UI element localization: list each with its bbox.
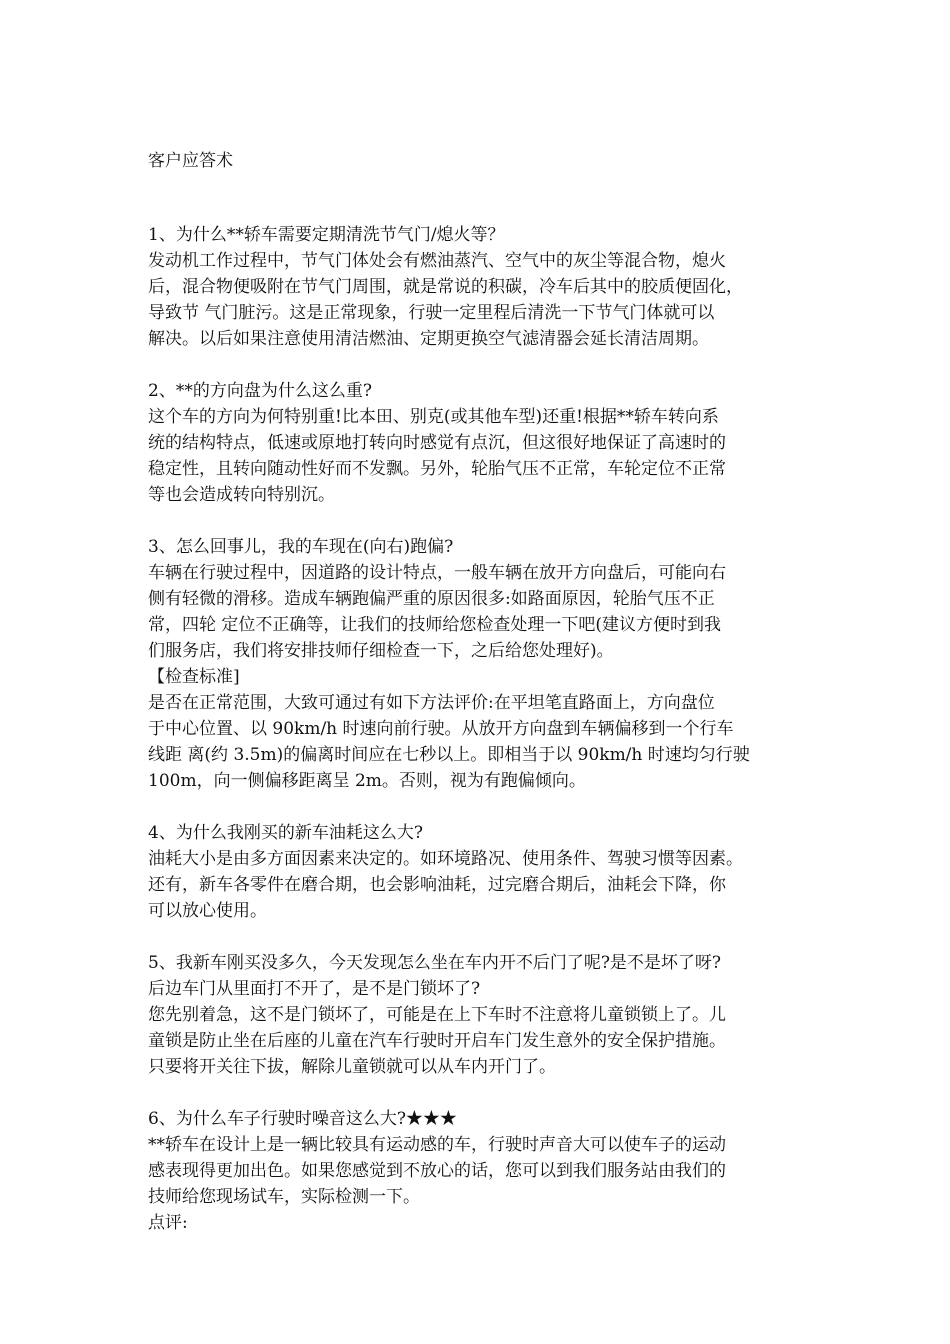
question-line: 4、为什么我刚买的新车油耗这么大? bbox=[148, 823, 423, 843]
qa-section bbox=[148, 950, 828, 1080]
answer-line: 稳定性，且转向随动性好而不发飘。另外，轮胎气压不正常，车轮定位不正常 bbox=[148, 459, 726, 479]
answer-line: 您先别着急，这不是门锁坏了，可能是在上下车时不注意将儿童锁锁上了。儿 bbox=[148, 1005, 726, 1025]
answer-line: 是否在正常范围，大致可通过有如下方法评价:在平坦笔直路面上，方向盘位 bbox=[148, 693, 715, 713]
answer-line: 常，四轮 定位不正确等，让我们的技师给您检查处理一下吧(建议方便时到我 bbox=[148, 615, 722, 635]
question-line: 1、为什么**轿车需要定期清洗节气门/熄火等？ bbox=[148, 225, 505, 245]
section-spacer bbox=[148, 352, 828, 378]
answer-line: 后，混合物便吸附在节气门周围，就是常说的积碳，冷车后其中的胶质便固化， bbox=[148, 277, 743, 297]
section-spacer bbox=[148, 508, 828, 534]
question-line: 6、为什么车子行驶时噪音这么大?★★★ bbox=[148, 1109, 457, 1129]
answer-line: 还有，新车各零件在磨合期，也会影响油耗，过完磨合期后，油耗会下降，你 bbox=[148, 875, 726, 895]
answer-line: 侧有轻微的滑移。造成车辆跑偏严重的原因很多:如路面原因，轮胎气压不正 bbox=[148, 589, 715, 609]
qa-section bbox=[148, 820, 828, 924]
answer-line: 童锁是防止坐在后座的儿童在汽车行驶时开启车门发生意外的安全保护措施。 bbox=[148, 1031, 726, 1051]
answer-line: 感表现得更加出色。如果您感觉到不放心的话，您可以到我们服务站由我们的 bbox=[148, 1161, 726, 1181]
answer-line: 线距 离(约 3.5m)的偏离时间应在七秒以上。即相当于以 90km/h 时速均匀行驶 bbox=[148, 745, 750, 765]
section-spacer bbox=[148, 924, 828, 950]
answer-line: 可以放心使用。 bbox=[148, 901, 267, 921]
answer-line: 油耗大小是由多方面因素来决定的。如环境路况、使用条件、驾驶习惯等因素。 bbox=[148, 849, 743, 869]
question-line: 5、我新车刚买没多久，今天发现怎么坐在车内开不后门了呢?是不是坏了呀? bbox=[148, 953, 722, 973]
answer-line: 解决。以后如果注意使用清洁燃油、定期更换空气滤清器会延长清洁周期。 bbox=[148, 329, 709, 349]
qa-section bbox=[148, 1106, 828, 1236]
question-line: 2、**的方向盘为什么这么重? bbox=[148, 381, 372, 401]
question-line: 后边车门从里面打不开了，是不是门锁坏了? bbox=[148, 979, 481, 999]
comment-label: 点评: bbox=[148, 1213, 188, 1233]
subheading-line: 【检查标准] bbox=[148, 667, 240, 687]
answer-line: 技师给您现场试车，实际检测一下。 bbox=[148, 1187, 420, 1207]
answer-line: **轿车在设计上是一辆比较具有运动感的车，行驶时声音大可以使车子的运动 bbox=[148, 1135, 726, 1155]
qa-section bbox=[148, 222, 828, 352]
document-body bbox=[148, 222, 828, 1236]
question-line: 3、怎么回事儿，我的车现在(向右)跑偏? bbox=[148, 537, 454, 557]
answer-line: 这个车的方向为何特别重!比本田、别克(或其他车型)还重!根据**轿车转向系 bbox=[148, 407, 719, 427]
answer-line: 100m，向一侧偏移距离呈 2m。否则，视为有跑偏倾向。 bbox=[148, 771, 586, 791]
qa-section bbox=[148, 378, 828, 508]
answer-line: 统的结构特点，低速或原地打转向时感觉有点沉，但这很好地保证了高速时的 bbox=[148, 433, 726, 453]
section-spacer bbox=[148, 794, 828, 820]
section-spacer bbox=[148, 1080, 828, 1106]
answer-line: 等也会造成转向特别沉。 bbox=[148, 485, 335, 505]
qa-section bbox=[148, 534, 828, 794]
answer-line: 于中心位置、以 90km/h 时速向前行驶。从放开方向盘到车辆偏移到一个行车 bbox=[148, 719, 734, 739]
answer-line: 们服务店，我们将安排技师仔细检查一下，之后给您处理好)。 bbox=[148, 641, 614, 661]
answer-line: 发动机工作过程中，节气门体处会有燃油蒸汽、空气中的灰尘等混合物，熄火 bbox=[148, 251, 726, 271]
answer-line: 导致节 气门脏污。这是正常现象，行驶一定里程后清洗一下节气门体就可以 bbox=[148, 303, 715, 323]
answer-line: 车辆在行驶过程中，因道路的设计特点，一般车辆在放开方向盘后，可能向右 bbox=[148, 563, 726, 583]
page-title: 客户应答术 bbox=[148, 151, 233, 171]
answer-line: 只要将开关往下拔，解除儿童锁就可以从车内开门了。 bbox=[148, 1057, 556, 1077]
